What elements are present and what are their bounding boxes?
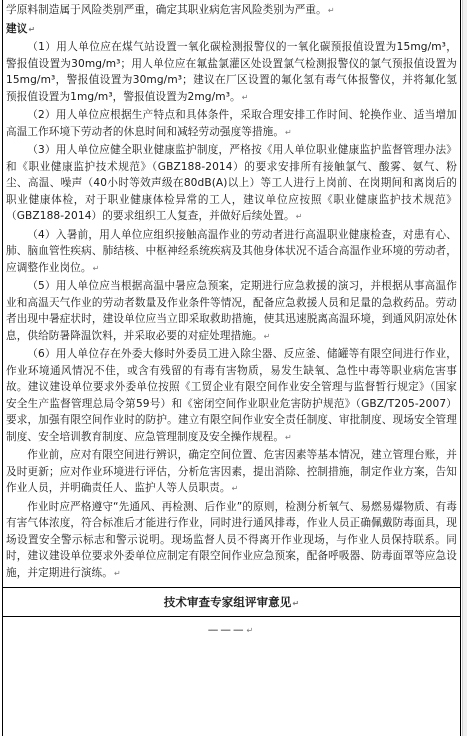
paragraph-mark-icon: ↵ — [285, 432, 292, 442]
paragraph-mark-icon: ↵ — [285, 127, 292, 137]
paragraph-mark-icon: ↵ — [231, 484, 239, 493]
paragraph-mark-icon: ↵ — [295, 212, 303, 221]
paragraph-6: （6）用人单位存在外委大修时外委员工进入除尘器、反应釜、储罐等有限空间进行作业，作业环境通风情况不佳，或含有残留的有毒有害物质，易发生缺氧、急性中毒等职业病危害事故。建议建设单位要求外委单位按照《工贸企业有限空间作业安全管理与监督暂行规定》（国家安全生产监督管理总局令第59号）和《密闭空间作业职业危害防护规范》（GBZ/T205-2007）要求，加强有限空间作业时的防护。建立有限空间作业安全责任制度、审批制度、现场安全管理制度、安全培训教育制度、应急管理制度及安全操作规程。↵ — [6, 348, 457, 443]
paragraph-mark-icon: ↵ — [28, 24, 36, 34]
paragraph-mark-icon: ↵ — [263, 331, 271, 341]
paragraph-7: 作业前，应对有限空间进行辨识，确定空间位置、危害因素等基本情况，建立管理台账，并及时更新；应对作业环境进行评估，分析危害因素，提出消除、控制措施，制定作业方案，告知作业人员，并明确责任人、监护人等人员职责。↵ — [6, 449, 457, 494]
paragraph-mark-icon: ↵ — [327, 6, 335, 15]
section-title: 技术审查专家组评审意见↵ — [163, 595, 300, 609]
scrollbar[interactable] — [462, 0, 467, 736]
table-row-divider — [2, 587, 461, 588]
paragraph-8: 作业时应严格遵守“先通风、再检测、后作业”的原则，检测分析氧气、易燃易爆物质、有毒有害气体浓度，符合标准后才能进行作业，同时进行通风排毒，作业人员正确佩戴防毒面具，现场设置安全警示标志和警示说明。现场监督人员不得离开作业现场，与作业人员保持联系。同时，建议建设单位要求外委单位应制定有限空间作业应急预案，配备呼吸器、防毒面罩等应急设施，并定期进行演练。↵ — [6, 500, 457, 579]
paragraph-3: （3）用人单位应健全职业健康监护制度，严格按《用人单位职业健康监护监督管理办法》和《职业健康监护技术规范》（GBZ188-2014）的要求安排所有接触氯气、酸雾、氨气、粉尘、高温、噪声（40小时等效声级在80dB(A)以上）等工人进行上岗前、在岗期间和离岗后的职业健康体检，对于职业健康体检异常的工人，建议单位应按照《职业健康监护技术规范》（GBZ188-2014）的要求组织工人复查，并做好后续处置。↵ — [6, 144, 457, 222]
paragraph-4: （4）入暑前，用人单位应组织接触高温作业的劳动者进行高温职业健康检查，对患有心、肺、脑血管性疾病、肺结核、中枢神经系统疾病及其他身体状况不适合高温作业环境的劳动者，应调整作业岗位。↵ — [6, 228, 457, 274]
paragraph-mark-icon: ↵ — [113, 568, 121, 578]
paragraph-1: （1）用人单位应在煤气站设置一氧化碳检测报警仪的一氧化碳预报值设置为15mg/m³，警报值设置为30mg/m³；用人单位应在氟盐氯灌区处设置氯气检测报警仪的氯气预报值设置为15mg/m³，警报值设置为30mg/m³；建议在厂区设置的氟化氢有毒气体报警仪，并将氟化氢预报值设置为1mg/m³，警报值设置为2mg/m³。↵ — [6, 41, 457, 103]
paragraph-mark-icon: ↵ — [246, 626, 256, 635]
paragraph-mark-icon: ↵ — [292, 599, 300, 608]
intro-paragraph: 学原料制造属于风险类别严重，确定其职业病危害风险类别为严重。↵ — [6, 4, 335, 16]
suggestion-heading: 建议↵ — [6, 22, 36, 35]
paragraph-mark-icon: ↵ — [92, 263, 100, 273]
table-row-divider — [2, 616, 461, 617]
paragraph-5: （5）用人单位应当根据高温中暑应急预案，定期进行应急救援的演习，并根据从事高温作业和高温天气作业的劳动者数量及作业条件等情况，配备应急救援人员和足量的急救药品。劳动者出现中暑症状时，建设单位应当立即采取救助措施，使其迅速脱离高温环境，到通风阴凉处休息，供给防暑降温饮料，并采取必要的对症处理措施。↵ — [6, 280, 457, 342]
document-body — [6, 2, 457, 640]
dash-placeholder: ———↵ — [207, 624, 256, 636]
paragraph-mark-icon: ↵ — [241, 92, 249, 102]
paragraph-2: （2）用人单位应根据生产特点和具体条件，采取合理安排工作时间、轮换作业、适当增加高温工作环境下劳动者的休息时间和减轻劳动强度等措施。↵ — [6, 109, 457, 138]
